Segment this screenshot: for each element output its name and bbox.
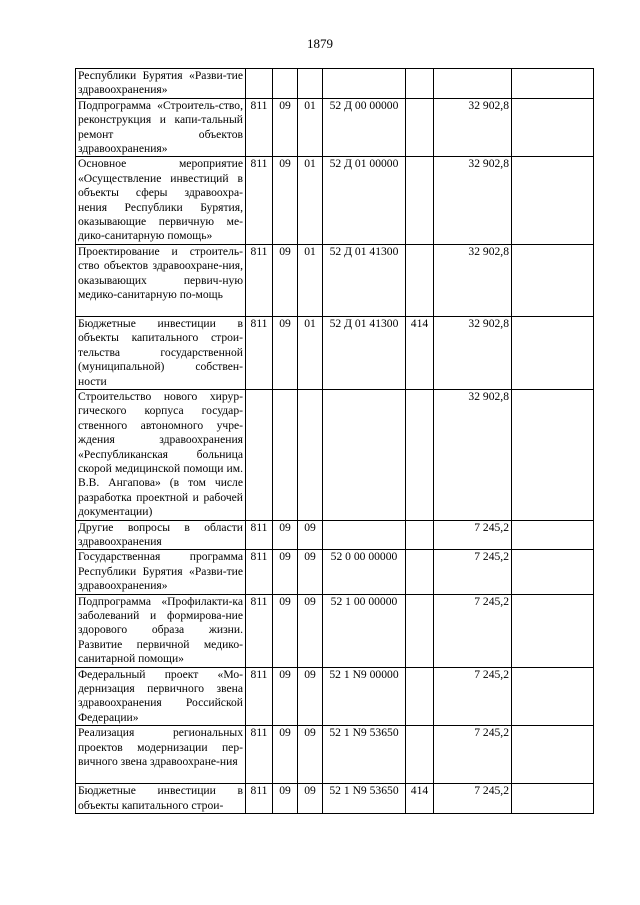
row-extra — [512, 69, 594, 99]
row-target-article — [323, 520, 406, 550]
row-ministry-code — [246, 389, 273, 520]
row-extra — [512, 667, 594, 726]
row-extra — [512, 594, 594, 667]
row-description: Строительство нового хирур-гического корпуса государ-ственного автономного учре-ждения здравоохранения «Республиканская больница скорой медицинской помощи им. В.В. Ангапова» (в том числе разработка проектной и рабочей документации) — [76, 389, 246, 520]
row-expense-type — [406, 98, 434, 157]
row-description: Республики Бурятия «Разви-тие здравоохранения» — [76, 69, 246, 99]
row-extra — [512, 784, 594, 814]
row-target-article: 52 1 00 00000 — [323, 594, 406, 667]
row-ministry-code: 811 — [246, 784, 273, 814]
row-section-code: 09 — [273, 726, 298, 784]
table-row — [76, 98, 594, 157]
row-subsection-code: 01 — [298, 157, 323, 244]
row-description: Подпрограмма «Строитель-ство, реконструкция и капи-тальный ремонт объектов здравоохранения» — [76, 98, 246, 157]
row-subsection-code: 09 — [298, 520, 323, 550]
budget-table — [75, 68, 594, 814]
row-target-article: 52 Д 01 41300 — [323, 244, 406, 316]
row-ministry-code: 811 — [246, 520, 273, 550]
row-target-article — [323, 389, 406, 520]
table-row — [76, 520, 594, 550]
row-target-article: 52 1 N9 00000 — [323, 667, 406, 726]
row-description: Проектирование и строитель-ство объектов здравоохране-ния, оказывающих первич-ную медико-санитарную по-мощь — [76, 244, 246, 316]
row-amount: 7 245,2 — [434, 594, 512, 667]
row-expense-type — [406, 244, 434, 316]
row-subsection-code: 09 — [298, 784, 323, 814]
row-expense-type — [406, 69, 434, 99]
row-subsection-code: 01 — [298, 316, 323, 389]
row-target-article: 52 Д 01 00000 — [323, 157, 406, 244]
row-extra — [512, 550, 594, 594]
row-section-code — [273, 389, 298, 520]
row-ministry-code — [246, 69, 273, 99]
row-extra — [512, 244, 594, 316]
row-amount — [434, 69, 512, 99]
row-ministry-code: 811 — [246, 550, 273, 594]
row-subsection-code: 09 — [298, 550, 323, 594]
row-description: Реализация региональных проектов модернизации пер-вичного звена здравоохране-ния — [76, 726, 246, 784]
row-subsection-code: 01 — [298, 244, 323, 316]
row-section-code: 09 — [273, 594, 298, 667]
row-extra — [512, 389, 594, 520]
row-section-code: 09 — [273, 244, 298, 316]
row-subsection-code: 09 — [298, 667, 323, 726]
row-ministry-code: 811 — [246, 667, 273, 726]
table-row — [76, 726, 594, 784]
row-expense-type: 414 — [406, 784, 434, 814]
row-amount: 7 245,2 — [434, 667, 512, 726]
row-description: Государственная программа Республики Бурятия «Разви-тие здравоохранения» — [76, 550, 246, 594]
row-section-code: 09 — [273, 784, 298, 814]
row-extra — [512, 726, 594, 784]
row-ministry-code: 811 — [246, 157, 273, 244]
row-ministry-code: 811 — [246, 726, 273, 784]
row-subsection-code: 09 — [298, 726, 323, 784]
row-section-code — [273, 69, 298, 99]
row-section-code: 09 — [273, 98, 298, 157]
row-expense-type — [406, 726, 434, 784]
row-description: Подпрограмма «Профилакти-ка заболеваний и формирова-ние здорового образа жизни. Развитие первичной медико-санитарной помощи» — [76, 594, 246, 667]
row-amount: 7 245,2 — [434, 726, 512, 784]
row-extra — [512, 98, 594, 157]
row-target-article — [323, 69, 406, 99]
row-description: Другие вопросы в области здравоохранения — [76, 520, 246, 550]
table-row — [76, 667, 594, 726]
row-section-code: 09 — [273, 550, 298, 594]
row-section-code: 09 — [273, 667, 298, 726]
page-number: 1879 — [307, 36, 333, 51]
row-target-article: 52 1 N9 53650 — [323, 726, 406, 784]
table-row — [76, 550, 594, 594]
table-row — [76, 244, 594, 316]
row-amount: 7 245,2 — [434, 520, 512, 550]
row-section-code: 09 — [273, 520, 298, 550]
row-extra — [512, 520, 594, 550]
row-amount: 32 902,8 — [434, 244, 512, 316]
row-description: Федеральный проект «Мо-дернизация первичного звена здравоохранения Российской Федерации» — [76, 667, 246, 726]
table-row — [76, 316, 594, 389]
row-subsection-code: 01 — [298, 98, 323, 157]
row-subsection-code — [298, 389, 323, 520]
row-amount: 7 245,2 — [434, 784, 512, 814]
table-row — [76, 157, 594, 244]
row-ministry-code: 811 — [246, 244, 273, 316]
table-row — [76, 389, 594, 520]
row-ministry-code: 811 — [246, 98, 273, 157]
row-extra — [512, 157, 594, 244]
row-amount: 32 902,8 — [434, 316, 512, 389]
row-expense-type — [406, 157, 434, 244]
row-target-article: 52 Д 01 41300 — [323, 316, 406, 389]
row-expense-type — [406, 594, 434, 667]
table-row — [76, 594, 594, 667]
row-target-article: 52 1 N9 53650 — [323, 784, 406, 814]
budget-table-body — [76, 69, 594, 814]
row-target-article: 52 0 00 00000 — [323, 550, 406, 594]
row-expense-type — [406, 389, 434, 520]
table-row — [76, 784, 594, 814]
row-section-code: 09 — [273, 157, 298, 244]
row-description: Бюджетные инвестиции в объекты капитального строи- — [76, 784, 246, 814]
row-subsection-code — [298, 69, 323, 99]
row-extra — [512, 316, 594, 389]
row-expense-type — [406, 520, 434, 550]
row-amount: 32 902,8 — [434, 389, 512, 520]
row-expense-type — [406, 550, 434, 594]
row-amount: 32 902,8 — [434, 157, 512, 244]
row-description: Бюджетные инвестиции в объекты капитального строи-тельства государственной (муниципальной) собствен-ности — [76, 316, 246, 389]
row-ministry-code: 811 — [246, 594, 273, 667]
row-expense-type — [406, 667, 434, 726]
row-description: Основное мероприятие «Осуществление инвестиций в объекты сферы здравоохра-нения Республики Бурятия, оказывающие первичную ме-дико-санитарную помощь» — [76, 157, 246, 244]
row-ministry-code: 811 — [246, 316, 273, 389]
table-row — [76, 69, 594, 99]
row-target-article: 52 Д 00 00000 — [323, 98, 406, 157]
row-subsection-code: 09 — [298, 594, 323, 667]
row-expense-type: 414 — [406, 316, 434, 389]
row-section-code: 09 — [273, 316, 298, 389]
row-amount: 32 902,8 — [434, 98, 512, 157]
row-amount: 7 245,2 — [434, 550, 512, 594]
